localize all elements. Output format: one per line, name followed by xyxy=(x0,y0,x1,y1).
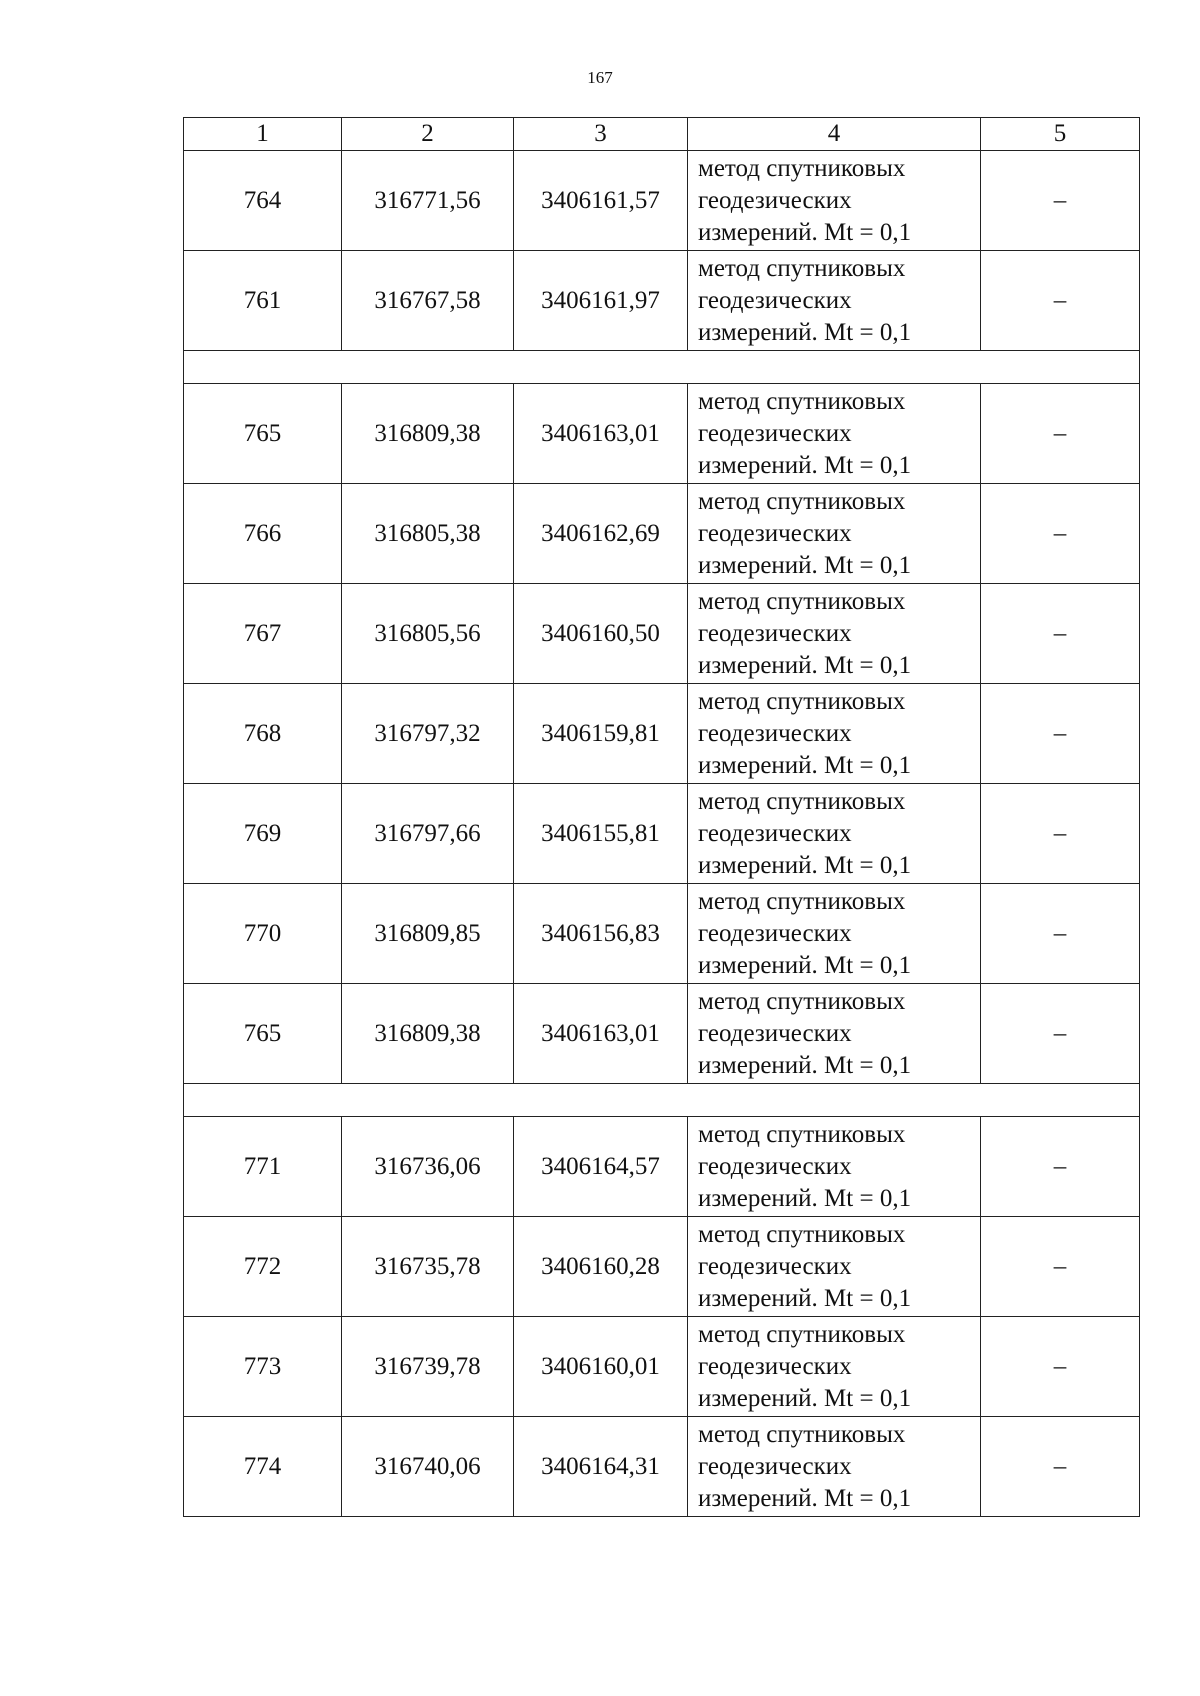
column-header: 2 xyxy=(342,118,514,151)
point-number-cell: 772 xyxy=(184,1217,342,1317)
method-line: измерений. Mt = 0,1 xyxy=(698,218,912,246)
table-row xyxy=(184,684,1140,784)
table-row xyxy=(184,1317,1140,1417)
method-cell xyxy=(688,251,981,351)
x-coordinate-cell: 316797,32 xyxy=(342,684,514,784)
method-line: геодезических xyxy=(698,1352,852,1380)
point-number-cell: 767 xyxy=(184,584,342,684)
point-number-cell: 764 xyxy=(184,151,342,251)
column-header: 4 xyxy=(688,118,981,151)
table-body xyxy=(184,118,1140,1517)
table-row xyxy=(184,384,1140,484)
point-number-cell: 769 xyxy=(184,784,342,884)
dash-cell: – xyxy=(981,484,1140,584)
method-cell xyxy=(688,684,981,784)
dash-cell: – xyxy=(981,684,1140,784)
dash-cell: – xyxy=(981,1117,1140,1217)
y-coordinate-cell: 3406162,69 xyxy=(514,484,688,584)
method-cell xyxy=(688,984,981,1084)
point-number-cell: 771 xyxy=(184,1117,342,1217)
table-row xyxy=(184,1417,1140,1517)
method-line: метод спутниковых xyxy=(698,787,906,815)
method-line: геодезических xyxy=(698,419,852,447)
dash-cell: – xyxy=(981,1217,1140,1317)
method-line: метод спутниковых xyxy=(698,387,906,415)
method-line: геодезических xyxy=(698,919,852,947)
coordinates-table xyxy=(183,117,1140,1517)
method-line: измерений. Mt = 0,1 xyxy=(698,1184,912,1212)
column-header: 3 xyxy=(514,118,688,151)
method-line: метод спутниковых xyxy=(698,254,906,282)
separator-row xyxy=(184,1084,1140,1117)
x-coordinate-cell: 316735,78 xyxy=(342,1217,514,1317)
separator-row xyxy=(184,351,1140,384)
method-line: метод спутниковых xyxy=(698,487,906,515)
table-row xyxy=(184,251,1140,351)
method-line: геодезических xyxy=(698,719,852,747)
table-row xyxy=(184,151,1140,251)
x-coordinate-cell: 316739,78 xyxy=(342,1317,514,1417)
method-line: геодезических xyxy=(698,1252,852,1280)
x-coordinate-cell: 316809,38 xyxy=(342,984,514,1084)
y-coordinate-cell: 3406155,81 xyxy=(514,784,688,884)
table-row xyxy=(184,784,1140,884)
dash-cell: – xyxy=(981,151,1140,251)
header-row xyxy=(184,118,1140,151)
point-number-cell: 770 xyxy=(184,884,342,984)
y-coordinate-cell: 3406163,01 xyxy=(514,384,688,484)
point-number-cell: 773 xyxy=(184,1317,342,1417)
page-number: 167 xyxy=(587,68,613,87)
table-row xyxy=(184,1217,1140,1317)
method-cell xyxy=(688,1417,981,1517)
x-coordinate-cell: 316740,06 xyxy=(342,1417,514,1517)
method-line: измерений. Mt = 0,1 xyxy=(698,751,912,779)
method-cell xyxy=(688,1317,981,1417)
method-line: измерений. Mt = 0,1 xyxy=(698,1051,912,1079)
y-coordinate-cell: 3406163,01 xyxy=(514,984,688,1084)
x-coordinate-cell: 316767,58 xyxy=(342,251,514,351)
column-header: 5 xyxy=(981,118,1140,151)
method-line: геодезических xyxy=(698,1452,852,1480)
point-number-cell: 761 xyxy=(184,251,342,351)
y-coordinate-cell: 3406164,31 xyxy=(514,1417,688,1517)
method-line: метод спутниковых xyxy=(698,1420,906,1448)
table-row xyxy=(184,884,1140,984)
table-row xyxy=(184,1117,1140,1217)
method-cell xyxy=(688,1217,981,1317)
column-header: 1 xyxy=(184,118,342,151)
method-cell xyxy=(688,784,981,884)
x-coordinate-cell: 316771,56 xyxy=(342,151,514,251)
dash-cell: – xyxy=(981,1317,1140,1417)
method-line: геодезических xyxy=(698,286,852,314)
method-line: геодезических xyxy=(698,186,852,214)
separator-cell xyxy=(184,1084,1140,1117)
method-line: измерений. Mt = 0,1 xyxy=(698,1384,912,1412)
method-cell xyxy=(688,484,981,584)
method-line: метод спутниковых xyxy=(698,887,906,915)
method-line: метод спутниковых xyxy=(698,1120,906,1148)
method-line: метод спутниковых xyxy=(698,587,906,615)
dash-cell: – xyxy=(981,384,1140,484)
y-coordinate-cell: 3406164,57 xyxy=(514,1117,688,1217)
y-coordinate-cell: 3406160,01 xyxy=(514,1317,688,1417)
y-coordinate-cell: 3406160,50 xyxy=(514,584,688,684)
y-coordinate-cell: 3406161,97 xyxy=(514,251,688,351)
method-line: измерений. Mt = 0,1 xyxy=(698,851,912,879)
method-line: измерений. Mt = 0,1 xyxy=(698,551,912,579)
method-line: измерений. Mt = 0,1 xyxy=(698,1284,912,1312)
method-line: геодезических xyxy=(698,1152,852,1180)
method-cell xyxy=(688,384,981,484)
method-line: измерений. Mt = 0,1 xyxy=(698,651,912,679)
dash-cell: – xyxy=(981,584,1140,684)
point-number-cell: 765 xyxy=(184,984,342,1084)
method-line: метод спутниковых xyxy=(698,154,906,182)
table-row xyxy=(184,584,1140,684)
table-row xyxy=(184,984,1140,1084)
y-coordinate-cell: 3406156,83 xyxy=(514,884,688,984)
method-cell xyxy=(688,1117,981,1217)
method-line: метод спутниковых xyxy=(698,987,906,1015)
method-cell xyxy=(688,884,981,984)
x-coordinate-cell: 316797,66 xyxy=(342,784,514,884)
separator-cell xyxy=(184,351,1140,384)
method-cell xyxy=(688,584,981,684)
method-line: метод спутниковых xyxy=(698,1320,906,1348)
dash-cell: – xyxy=(981,984,1140,1084)
y-coordinate-cell: 3406161,57 xyxy=(514,151,688,251)
method-line: измерений. Mt = 0,1 xyxy=(698,1484,912,1512)
x-coordinate-cell: 316809,38 xyxy=(342,384,514,484)
method-line: метод спутниковых xyxy=(698,687,906,715)
point-number-cell: 768 xyxy=(184,684,342,784)
method-line: измерений. Mt = 0,1 xyxy=(698,451,912,479)
x-coordinate-cell: 316805,56 xyxy=(342,584,514,684)
x-coordinate-cell: 316809,85 xyxy=(342,884,514,984)
point-number-cell: 774 xyxy=(184,1417,342,1517)
x-coordinate-cell: 316736,06 xyxy=(342,1117,514,1217)
y-coordinate-cell: 3406160,28 xyxy=(514,1217,688,1317)
y-coordinate-cell: 3406159,81 xyxy=(514,684,688,784)
method-line: измерений. Mt = 0,1 xyxy=(698,318,912,346)
dash-cell: – xyxy=(981,784,1140,884)
point-number-cell: 765 xyxy=(184,384,342,484)
dash-cell: – xyxy=(981,884,1140,984)
method-line: геодезических xyxy=(698,1019,852,1047)
method-line: измерений. Mt = 0,1 xyxy=(698,951,912,979)
method-line: геодезических xyxy=(698,619,852,647)
x-coordinate-cell: 316805,38 xyxy=(342,484,514,584)
method-line: геодезических xyxy=(698,519,852,547)
dash-cell: – xyxy=(981,1417,1140,1517)
method-line: метод спутниковых xyxy=(698,1220,906,1248)
method-cell xyxy=(688,151,981,251)
method-line: геодезических xyxy=(698,819,852,847)
dash-cell: – xyxy=(981,251,1140,351)
table-row xyxy=(184,484,1140,584)
point-number-cell: 766 xyxy=(184,484,342,584)
